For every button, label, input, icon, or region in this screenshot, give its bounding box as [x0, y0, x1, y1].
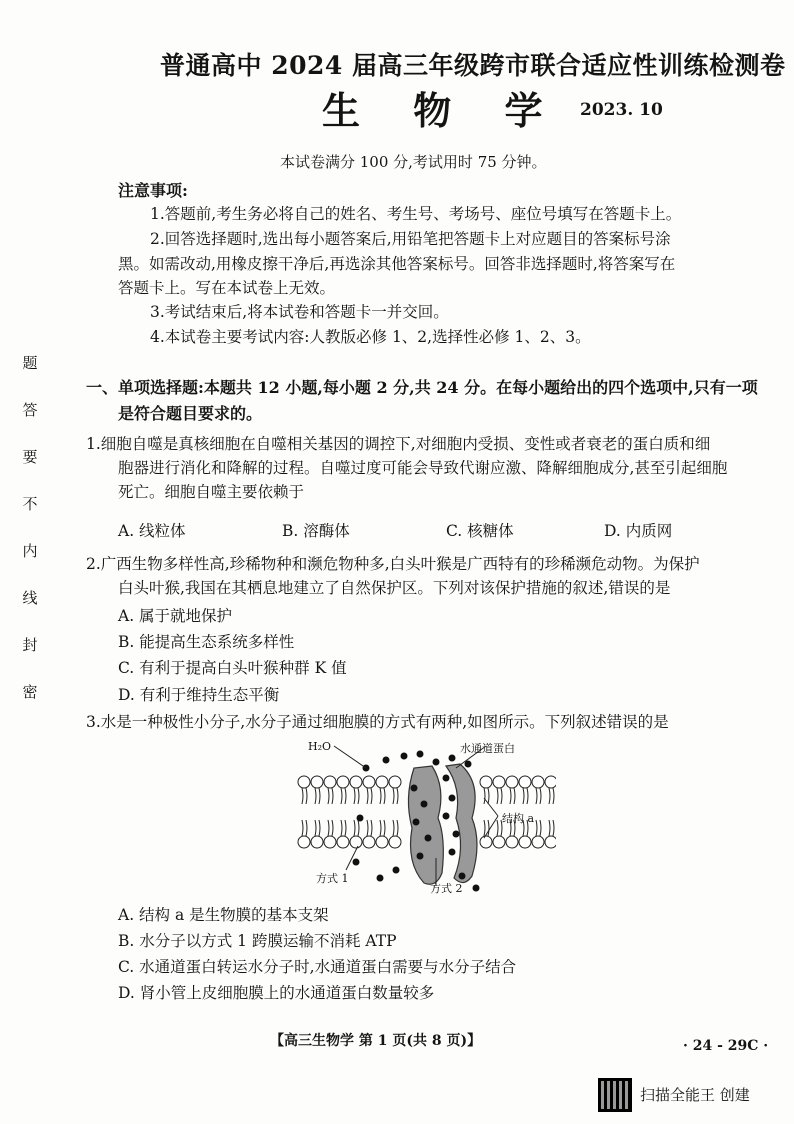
label-way-1: 方式 1	[316, 872, 349, 885]
lipid-tail	[358, 788, 359, 804]
lipid-tail	[319, 788, 320, 804]
lipid-tail	[540, 820, 541, 836]
side-char: 密	[22, 683, 38, 701]
lipid-head	[363, 836, 375, 848]
label-h2o: H₂O	[308, 740, 332, 753]
lipid-tail	[354, 788, 355, 804]
lipid-head	[532, 776, 544, 788]
lipid-head	[363, 776, 375, 788]
q1-option-d: D. 内质网	[604, 522, 673, 540]
lipid-tail	[315, 788, 316, 804]
side-char: 题	[22, 354, 38, 372]
lipid-tail	[549, 788, 550, 804]
lipid-head	[337, 836, 349, 848]
q2-option-a: A. 属于就地保护	[118, 607, 233, 625]
structure-pointer	[484, 798, 498, 816]
lipid-tail	[393, 788, 394, 804]
lipid-head	[389, 836, 401, 848]
lipid-tail	[510, 788, 511, 804]
lipid-tail	[341, 820, 342, 836]
lipid-head	[376, 776, 388, 788]
notice-item-2-cont: 黑。如需改动,用橡皮擦干净后,再选涂其他答案标号。回答非选择题时,将答案写在	[118, 255, 676, 273]
lipid-head	[493, 836, 505, 848]
water-molecule	[473, 885, 480, 892]
lipid-tail	[384, 820, 385, 836]
lipid-tail	[488, 820, 489, 836]
lipid-tail	[345, 788, 346, 804]
water-molecule	[459, 873, 466, 880]
lipid-tail	[328, 820, 329, 836]
lipid-tail	[523, 788, 524, 804]
question-3-line: 3.水是一种极性小分子,水分子通过细胞膜的方式有两种,如图所示。下列叙述错误的是	[86, 713, 669, 731]
way1-pointer	[346, 846, 358, 870]
lipid-tail	[345, 820, 346, 836]
question-3	[86, 710, 786, 734]
notice-item-4: 4.本试卷主要考试内容:人教版必修 1、2,选择性必修 1、2、3。	[150, 328, 591, 346]
subject-title: 生 物 学	[322, 88, 563, 133]
lipid-tail	[371, 788, 372, 804]
aquaporin-left	[408, 766, 443, 884]
q1-option-b: B. 溶酶体	[282, 522, 350, 540]
water-molecule	[449, 849, 456, 856]
page-footer: 【高三生物学 第 1 页(共 8 页)】	[270, 1033, 482, 1049]
lipid-head	[311, 776, 323, 788]
side-char: 线	[22, 589, 38, 607]
water-molecule	[417, 853, 424, 860]
exam-intro: 本试卷满分 100 分,考试用时 75 分钟。	[280, 153, 547, 171]
lipid-tail	[397, 788, 398, 804]
label-structure-a: 结构 a	[502, 812, 535, 825]
lipid-head	[480, 776, 492, 788]
water-molecule	[421, 801, 428, 808]
question-2-line: 2.广西生物多样性高,珍稀物种和濒危物种多,白头叶猴是广西特有的珍稀濒危动物。为保护	[86, 555, 700, 573]
notice-heading: 注意事项:	[118, 181, 188, 200]
water-molecule	[443, 775, 450, 782]
question-1-line: 1.细胞自噬是真核细胞在自噬相关基因的调控下,对细胞内受损、变性或者衰老的蛋白质和细	[86, 435, 711, 453]
lipid-tail	[319, 820, 320, 836]
lipid-head	[545, 776, 556, 788]
lipid-tail	[393, 820, 394, 836]
question-1-line: 死亡。细胞自噬主要依赖于	[118, 483, 305, 501]
lipid-tail	[341, 788, 342, 804]
q2-option-d: D. 有利于维持生态平衡	[118, 686, 280, 704]
lipid-head	[337, 776, 349, 788]
lipid-tail	[527, 788, 528, 804]
lipid-tail	[514, 788, 515, 804]
question-1-line: 胞器进行消化和降解的过程。自噬过度可能会导致代谢应激、降解细胞成分,甚至引起细胞	[118, 459, 728, 477]
lipid-head	[506, 836, 518, 848]
q2-option-c: C. 有利于提高白头叶猴种群 K 值	[118, 659, 347, 677]
water-molecule	[383, 757, 390, 764]
q1-option-c: C. 核糖体	[446, 522, 514, 540]
lipid-head	[298, 776, 310, 788]
structure-pointer	[484, 816, 498, 838]
water-molecule	[425, 835, 432, 842]
lipid-tail	[371, 820, 372, 836]
side-char: 答	[22, 401, 38, 419]
lipid-head	[350, 836, 362, 848]
notice-item-3: 3.考试结束后,将本试卷和答题卡一并交回。	[150, 303, 449, 321]
lipid-tail	[397, 820, 398, 836]
lipid-tail	[380, 820, 381, 836]
lipid-tail	[367, 820, 368, 836]
h2o-pointer	[334, 746, 366, 768]
side-char: 封	[22, 636, 38, 654]
exam-date: 2023. 10	[580, 100, 663, 120]
water-molecule	[433, 759, 440, 766]
lipid-head	[545, 836, 556, 848]
water-molecule	[449, 795, 456, 802]
side-char: 不	[22, 495, 38, 513]
q3-option-b: B. 水分子以方式 1 跨膜运输不消耗 ATP	[118, 932, 397, 950]
side-char: 要	[22, 448, 38, 466]
label-aquaporin: 水通道蛋白	[460, 742, 515, 755]
water-molecule	[353, 859, 360, 866]
lipid-tail	[302, 820, 303, 836]
water-molecule	[453, 831, 460, 838]
lipid-tail	[354, 820, 355, 836]
section-line-1: 一、单项选择题:本题共 12 小题,每小题 2 分,共 24 分。在每小题给出的四个选项中,只有一项	[86, 378, 758, 397]
lipid-tail	[536, 788, 537, 804]
membrane-figure	[296, 738, 556, 898]
q1-option-a: A. 线粒体	[118, 522, 186, 540]
lipid-head	[298, 836, 310, 848]
lipid-head	[519, 776, 531, 788]
qr-code-icon	[598, 1078, 632, 1112]
exam-title: 普通高中 2024 届高三年级跨市联合适应性训练检测卷	[160, 51, 786, 80]
lipid-head	[376, 836, 388, 848]
label-way-2: 方式 2	[430, 882, 463, 895]
notice-item-2-end: 答题卡上。写在本试卷上无效。	[118, 279, 336, 297]
lipid-tail	[328, 788, 329, 804]
q3-option-d: D. 肾小管上皮细胞膜上的水通道蛋白数量较多	[118, 984, 435, 1002]
q3-option-c: C. 水通道蛋白转运水分子时,水通道蛋白需要与水分子结合	[118, 958, 517, 976]
water-molecule	[413, 819, 420, 826]
q3-option-a: A. 结构 a 是生物膜的基本支架	[118, 906, 329, 924]
water-molecule	[401, 753, 408, 760]
exam-code: · 24 - 29C ·	[683, 1038, 769, 1054]
lipid-head	[311, 836, 323, 848]
lipid-tail	[553, 820, 554, 836]
lipid-tail	[497, 820, 498, 836]
lipid-tail	[332, 788, 333, 804]
lipid-head	[324, 836, 336, 848]
lipid-tail	[332, 820, 333, 836]
lipid-tail	[501, 788, 502, 804]
lipid-tail	[488, 788, 489, 804]
lipid-tail	[306, 788, 307, 804]
lipid-head	[389, 776, 401, 788]
lipid-tail	[540, 788, 541, 804]
lipid-tail	[536, 820, 537, 836]
lipid-tail	[497, 788, 498, 804]
notice-item-2: 2.回答选择题时,选出每小题答案后,用铅笔把答题卡上对应题目的答案标号涂	[150, 230, 671, 248]
water-molecule	[377, 875, 384, 882]
lipid-head	[493, 776, 505, 788]
q2-option-b: B. 能提高生态系统多样性	[118, 633, 295, 651]
lipid-tail	[549, 820, 550, 836]
lipid-tail	[315, 820, 316, 836]
scanner-watermark: 扫描全能王 创建	[640, 1086, 750, 1104]
lipid-tail	[367, 788, 368, 804]
notice-item-1: 1.答题前,考生务必将自己的姓名、考生号、考场号、座位号填写在答题卡上。	[150, 205, 682, 223]
lipid-tail	[484, 820, 485, 836]
section-line-2: 是符合题目要求的。	[118, 404, 263, 423]
water-molecule	[411, 785, 418, 792]
lipid-tail	[553, 788, 554, 804]
lipid-head	[519, 836, 531, 848]
lipid-tail	[306, 820, 307, 836]
lipid-tail	[302, 788, 303, 804]
water-molecule	[357, 815, 364, 822]
lipid-tail	[484, 788, 485, 804]
lipid-head	[480, 836, 492, 848]
water-molecule	[417, 751, 424, 758]
section-heading	[86, 375, 776, 427]
question-2-line: 白头叶猴,我国在其栖息地建立了自然保护区。下列对该保护措施的叙述,错误的是	[118, 579, 671, 597]
side-char: 内	[22, 542, 38, 560]
question-1	[86, 432, 786, 504]
lipid-head	[532, 836, 544, 848]
water-molecule	[443, 813, 450, 820]
lipid-head	[324, 776, 336, 788]
question-2	[86, 552, 786, 600]
binding-line-text	[18, 340, 42, 716]
lipid-tail	[380, 788, 381, 804]
lipid-head	[506, 776, 518, 788]
water-molecule	[449, 755, 456, 762]
aquaporin-right	[446, 764, 477, 883]
lipid-head	[350, 776, 362, 788]
water-molecule	[393, 867, 400, 874]
lipid-tail	[384, 788, 385, 804]
lipid-tail	[358, 820, 359, 836]
